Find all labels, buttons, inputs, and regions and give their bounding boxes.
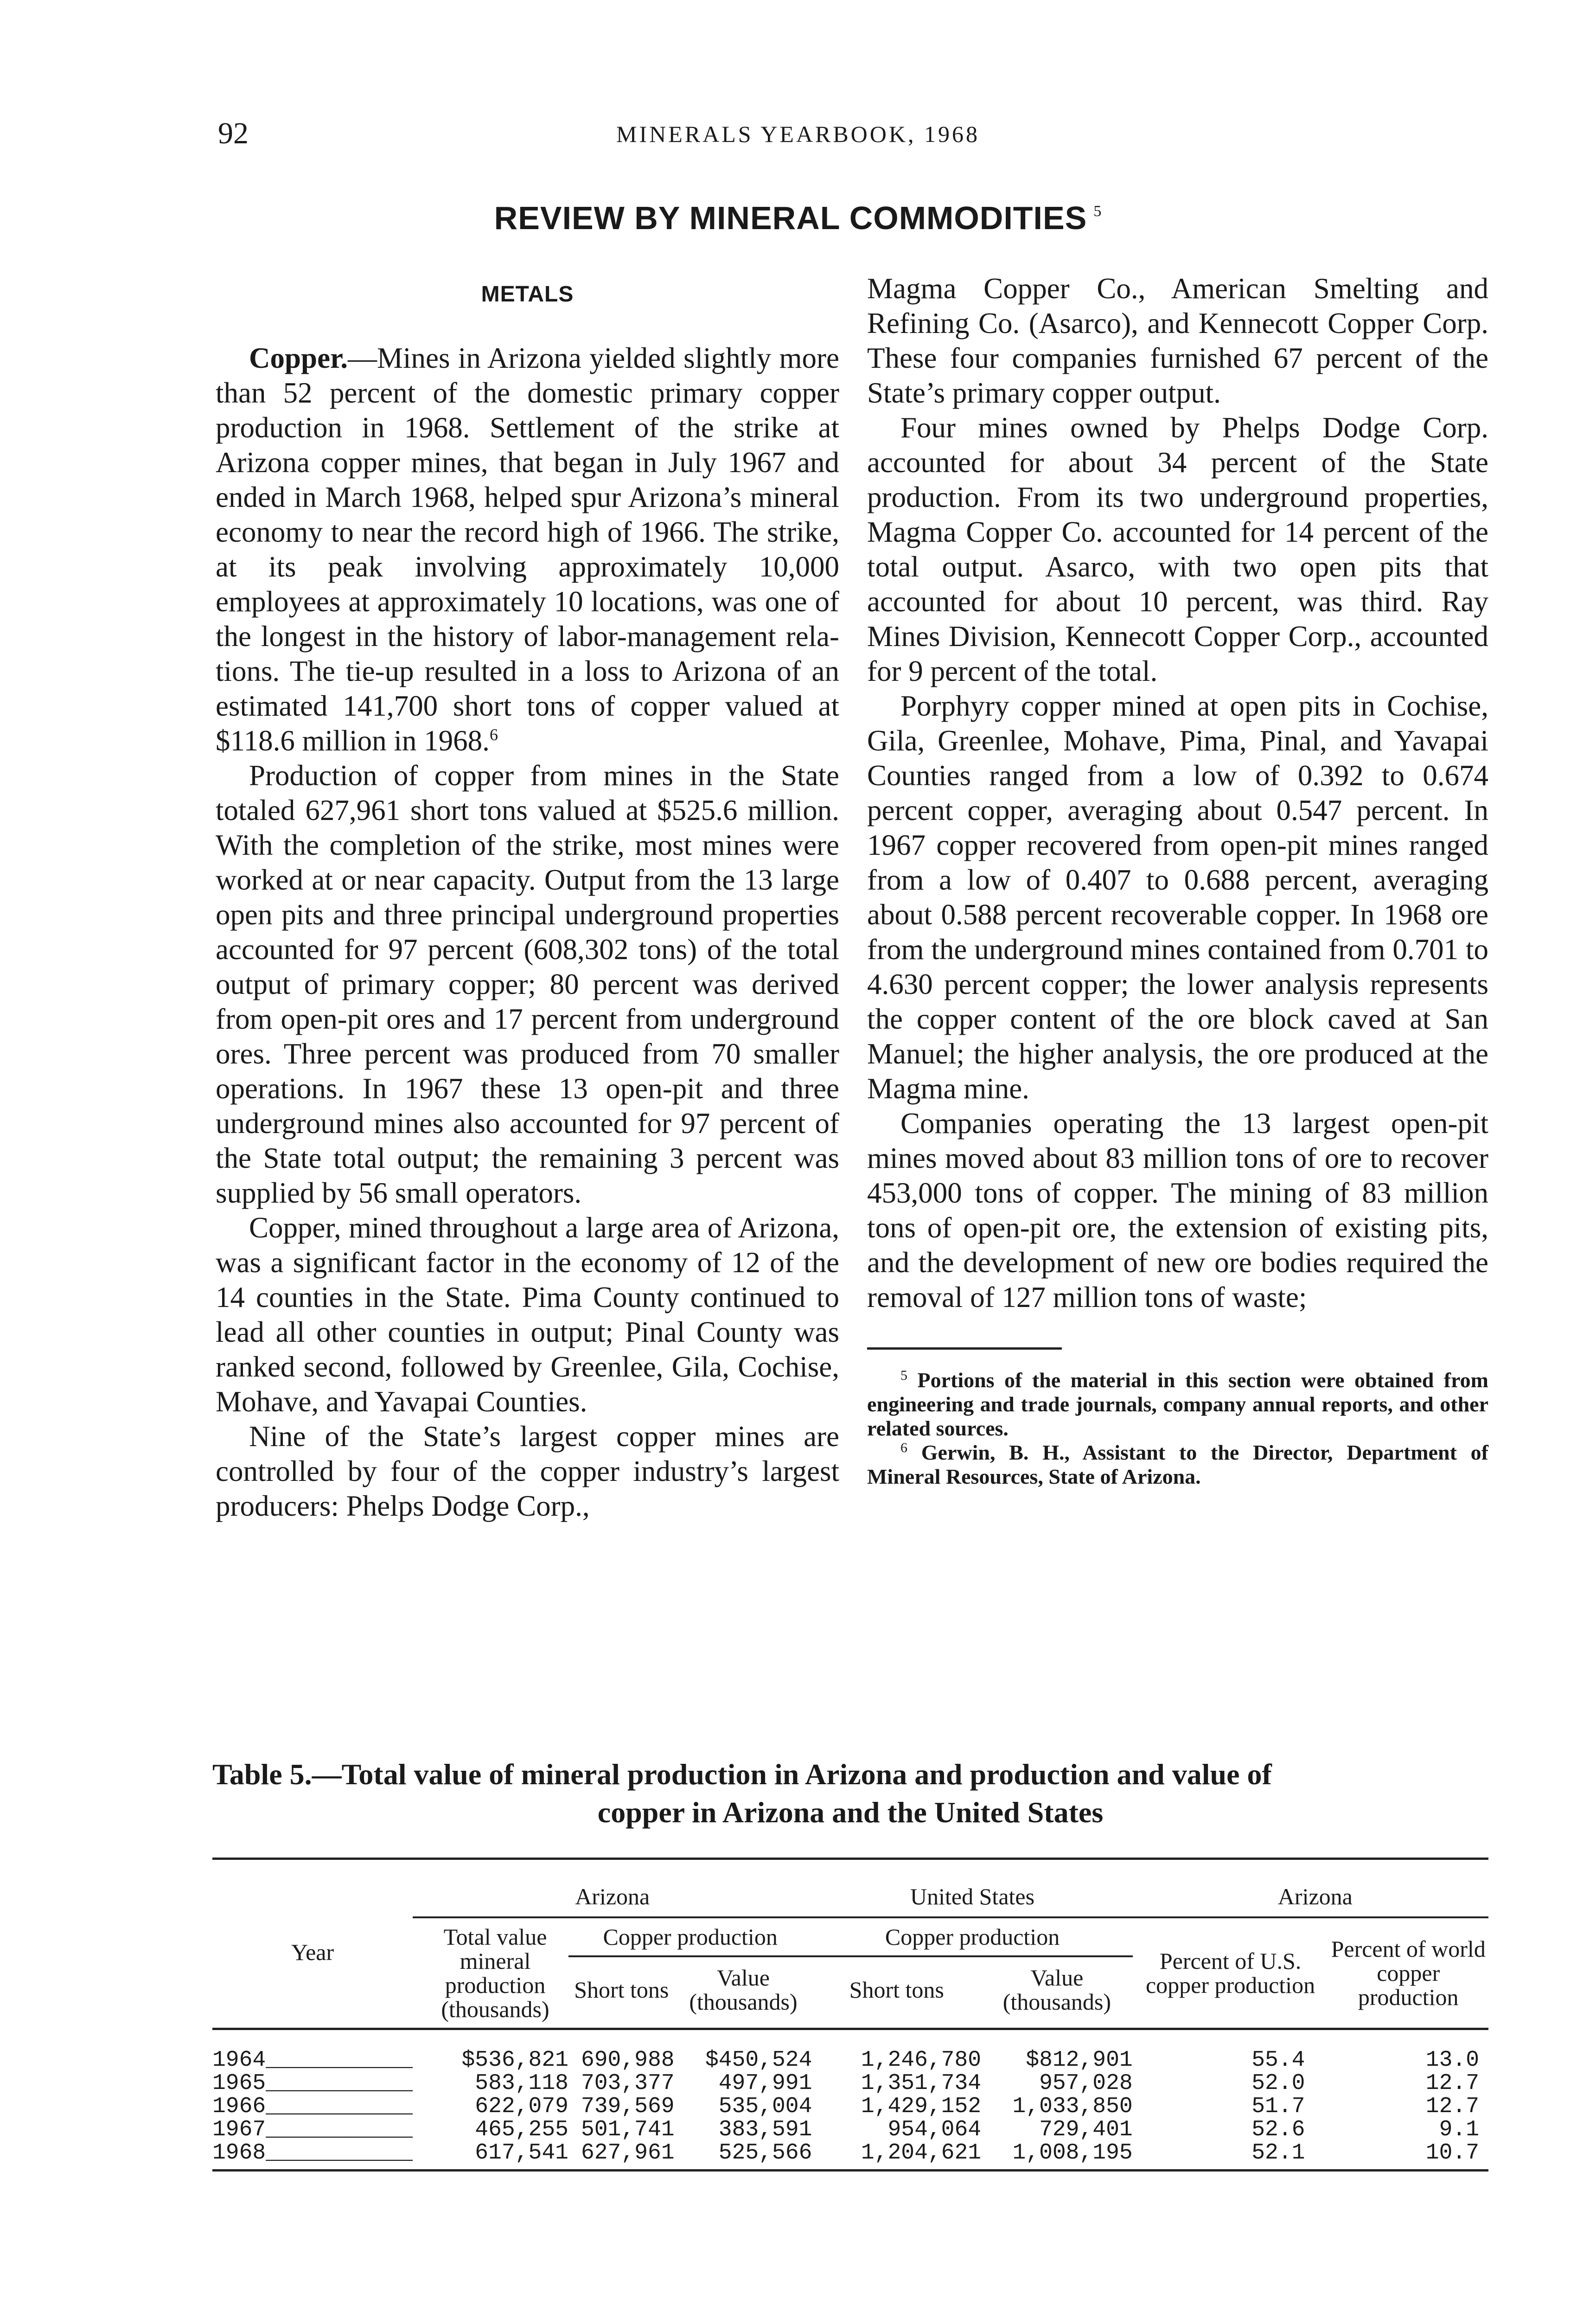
percent-us-cell: 52.1 [1133,2141,1319,2171]
total-value-cell: 465,255 [475,2117,568,2142]
running-head: MINERALS YEARBOOK, 1968 [616,121,980,147]
az-copper-production-header: Copper production [568,1917,812,1956]
percent-us-cell: 52.0 [1251,2071,1305,2096]
copper-paragraph-4: Nine of the State’s largest copper mines are controlled by four of the copper industry’s largest producers: Phelps Dodge Corp., [216,1420,839,1522]
us-short-tons-cell: 954,064 [887,2117,982,2142]
footnote-5-text: Portions of the material in this section were obtained from engineering and trade journals, company annual reports, and other related sources. [867,1368,1489,1440]
right-column [867,271,1488,1489]
az-value-cell: 525,566 [675,2141,812,2171]
percent-world-cell: 12.7 [1425,2094,1479,2119]
us-value-cell: $812,901 [1026,2048,1133,2073]
percent-world-cell: 12.7 [1425,2071,1479,2096]
copper-paragraph-6: Four mines owned by Phelps Dodge Corp. accounted for about 34 percent of the State production. From its two underground properties, Magma Copper Co. accounted for 14 percent of the total output. Asarco, with two open pits that accounted for about 10 percent, was third. Ray Mines Division, Kennecott Copper Corp., accounted for 9 percent of the total. [867,411,1488,687]
footnote-6 [867,1441,1488,1489]
table-caption-line-1: Table 5.—Total value of mineral production in Arizona and production and value of [212,1758,1272,1791]
az-value-cell: $450,524 [705,2048,812,2073]
az-value-cell: 497,991 [718,2071,812,2096]
total-value-cell: 617,541 [413,2141,568,2171]
table-row [212,2072,1488,2095]
us-value-header: Value (thousands) [981,1956,1133,2029]
footnote-ref-6[interactable]: 6 [489,725,498,744]
left-column [216,271,839,1524]
az-short-tons-header: Short tons [568,1956,675,2029]
section-title-text: REVIEW BY MINERAL COMMODITIES [494,200,1087,236]
copper-paragraph-7: Porphyry copper mined at open pits in Cochise, Gila, Greenlee, Mohave, Pima, Pinal, and Yavapai Counties ranged from a low of 0.392 to 0.674 percent copper, averaging about 0.547 percent. In 1967 copper recovered from open-pit mines ranged from a low of 0.407 to 0.688 percent, averaging about 0.588 percent recoverable copper. In 1968 ore from the underground mines contained from 0.701 to 4.630 percent copper; the lower analysis represents the copper content of the ore block caved at San Manuel; the higher analysis, the ore produced at the Magma mine. [867,690,1488,1105]
az-short-tons-cell: 690,988 [581,2048,675,2073]
page-number: 92 [218,116,249,150]
footnote-6-marker: 6 [900,1440,907,1455]
section-title-footnote-ref[interactable]: 5 [1093,203,1102,220]
az-short-tons-cell: 627,961 [568,2141,675,2171]
us-value-cell: 957,028 [1039,2071,1133,2096]
us-value-cell: 729,401 [1039,2117,1133,2142]
us-short-tons-cell: 1,351,734 [861,2071,982,2096]
copper-production-table [212,1858,1488,2172]
percent-world-cell: 9.1 [1439,2117,1479,2142]
us-short-tons-cell: 1,246,780 [861,2048,982,2073]
footnote-5 [867,1368,1488,1441]
footnote-6-text: Gerwin, B. H., Assistant to the Director, Department of Mineral Resources, State of Arizona. [867,1441,1489,1488]
us-short-tons-cell: 1,429,152 [861,2094,982,2119]
az-value-cell: 535,004 [718,2094,812,2119]
percent-world-header: Percent of world copper production [1319,1917,1488,2029]
copper-paragraph-5: Magma Copper Co., American Smelting and Refining Co. (Asarco), and Kennecott Copper Corp. These four companies furnished 67 percent of the State’s primary copper output. [867,272,1488,409]
percent-us-cell: 52.6 [1251,2117,1305,2142]
table-caption [212,1755,1488,1832]
us-value-cell: 1,033,850 [1012,2094,1133,2119]
group-header-arizona-percent: Arizona [1133,1859,1488,1918]
group-header-arizona: Arizona [413,1859,812,1918]
copper-paragraph-1 [216,341,839,758]
table-caption-line-2: copper in Arizona and the United States [597,1796,1104,1829]
table-row [212,2118,1488,2141]
total-value-header: Total value mineral production (thousands) [413,1917,568,2029]
total-value-cell: 622,079 [475,2094,568,2119]
group-header-united-states: United States [812,1859,1132,1918]
copper-paragraph-1-text: —Mines in Arizona yielded slightly more than 52 percent of the domestic primary copper production in 1968. Settlement of the strike at Arizona copper mines, that began in July 1967 and ended in March 1968, helped spur Arizona’s mineral economy to near the record high of 1966. The strike, at its peak involving approximately 10,000 employees at approximately 10 locations, was one of the longest in the history of labor-management relations. The tie-up resulted in a loss to Arizona of an estimated 141,700 short tons of copper valued at $118.6 million in 1968. [216,342,839,757]
year-cell: 1964___________ [212,2048,413,2073]
footnote-5-marker: 5 [900,1368,907,1383]
year-cell: 1965___________ [212,2071,413,2096]
percent-us-cell: 51.7 [1251,2094,1305,2119]
copper-paragraph-3: Copper, mined throughout a large area of Arizona, was a significant factor in the economy of 12 of the 14 counties in the State. Pima County continued to lead all other counties in output; Pinal County was ranked second, followed by Greenlee, Gila, Cochise, Mohave, and Yavapai Counties. [216,1211,839,1418]
us-short-tons-cell: 1,204,621 [812,2141,981,2171]
percent-us-cell: 55.4 [1251,2048,1305,2073]
total-value-cell: $536,821 [461,2048,568,2073]
copper-paragraph-2: Production of copper from mines in the State totaled 627,961 short tons valued at $525.6 million. With the completion of the strike, most mines were worked at or near capacity. Output from the 13 large open pits and three principal underground properties accounted for 97 percent (608,302 tons) of the total output of primary copper; 80 percent was derived from open-pit ores and 17 percent from underground ores. Three percent was produced from 70 smaller operations. In 1967 these 13 open-pit and three underground mines also accounted for 97 percent of the State total output; the remaining 3 percent was supplied by 56 small operators. [216,759,839,1209]
az-short-tons-cell: 703,377 [581,2071,675,2096]
table-row [212,2141,1488,2171]
us-value-cell: 1,008,195 [981,2141,1133,2171]
percent-world-cell: 10.7 [1319,2141,1488,2171]
year-cell: 1968___________ [212,2141,413,2171]
copper-runin-heading: Copper. [249,342,348,374]
table-row [212,2095,1488,2118]
us-short-tons-header: Short tons [812,1956,981,2029]
footnote-divider [867,1347,1062,1350]
percent-world-cell: 13.0 [1425,2048,1479,2073]
total-value-cell: 583,118 [475,2071,568,2096]
year-cell: 1967___________ [212,2117,413,2142]
metals-subheading: METALS [481,282,574,307]
az-value-cell: 383,591 [718,2117,812,2142]
table-row [212,2029,1488,2072]
copper-paragraph-8: Companies operating the 13 largest open-pit mines moved about 83 million tons of ore to recover 453,000 tons of copper. The mining of 83 million tons of open-pit ore, the extension of existing pits, and the development of new ore bodies required the removal of 127 million tons of waste; [867,1107,1488,1313]
year-cell: 1966___________ [212,2094,413,2119]
year-header: Year [212,1859,413,2029]
percent-us-header: Percent of U.S. copper production [1133,1917,1319,2029]
az-short-tons-cell: 501,741 [581,2117,675,2142]
az-short-tons-cell: 739,569 [581,2094,675,2119]
us-copper-production-header: Copper production [812,1917,1132,1956]
section-title [0,199,1596,237]
table-group-header-row [212,1859,1488,1918]
az-value-header: Value (thousands) [675,1956,812,2029]
